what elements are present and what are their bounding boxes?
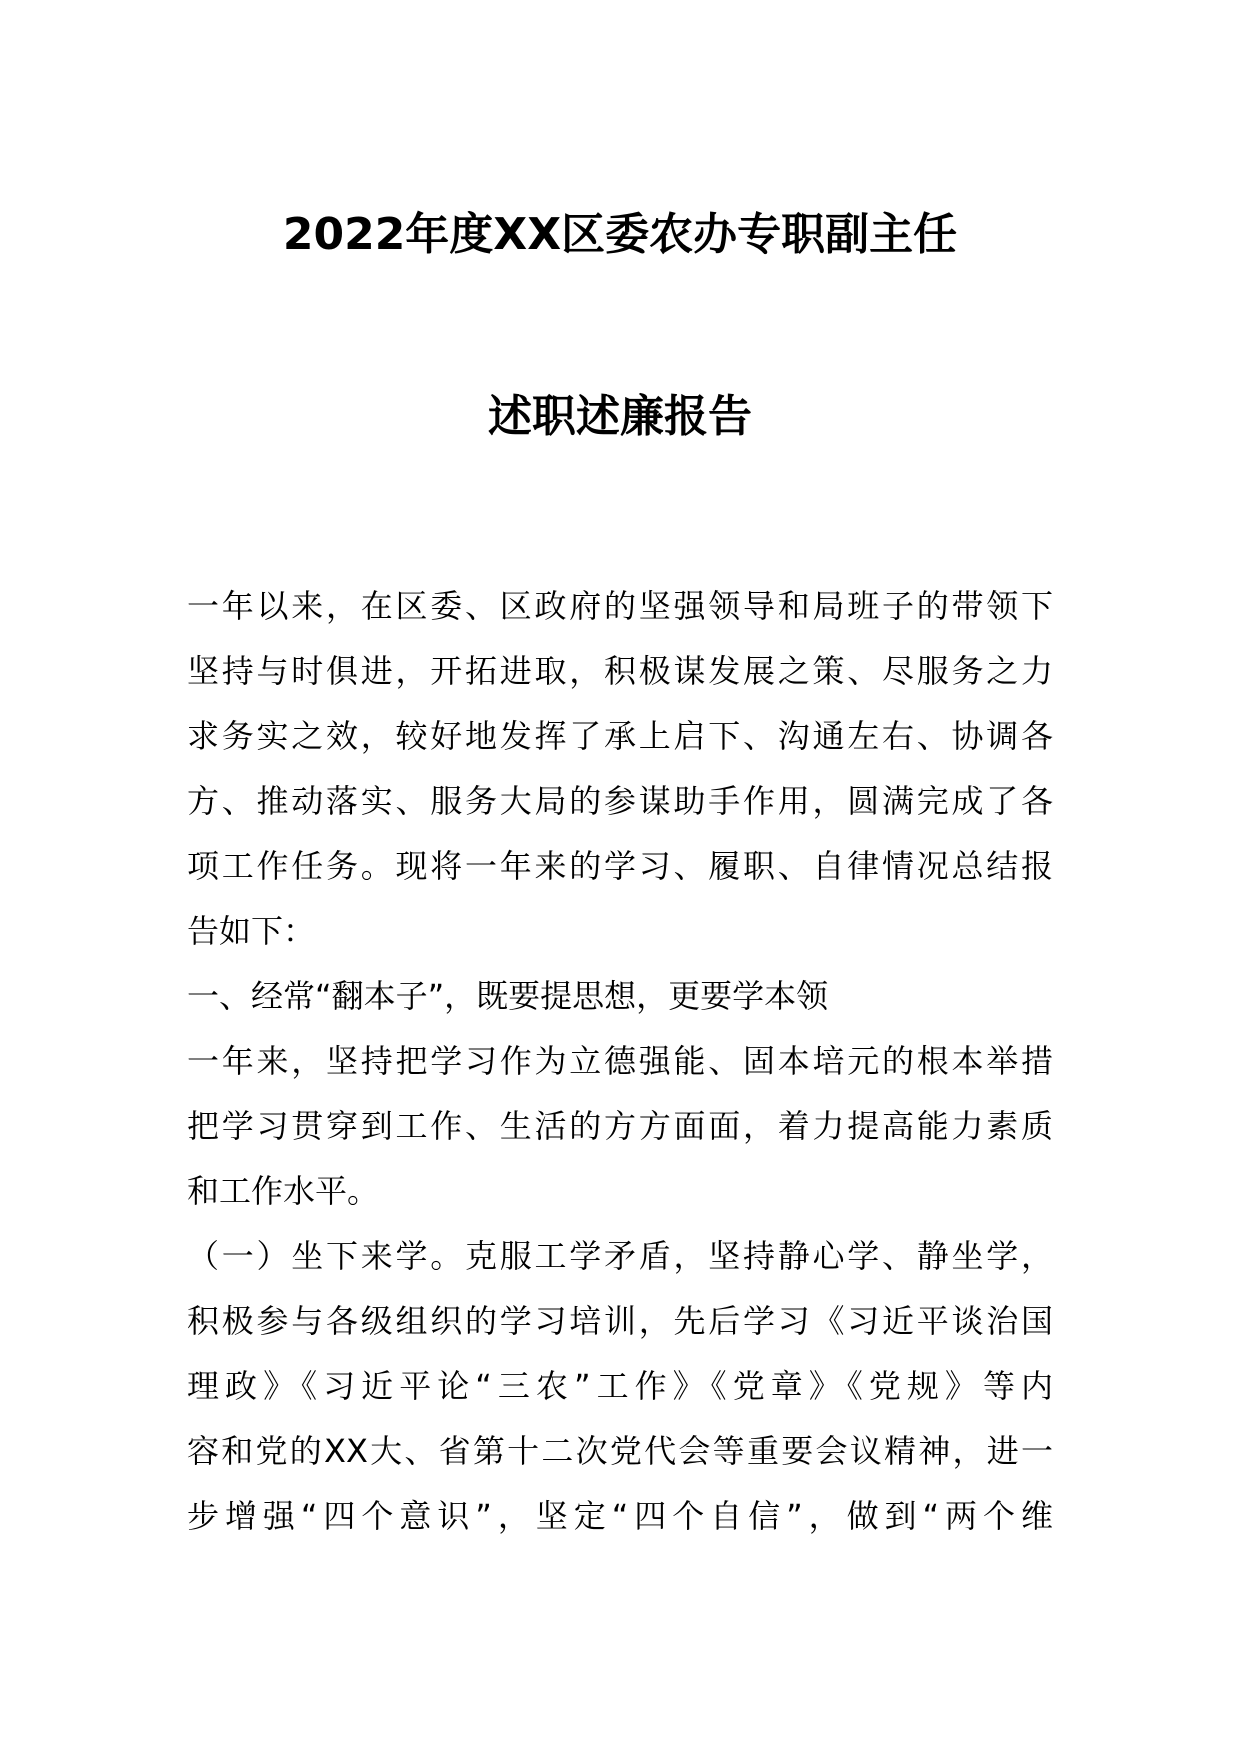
text-line: 步增强“四个意识”，坚定“四个自信”，做到“两个维 — [187, 1497, 1053, 1535]
text-line: 告如下： — [187, 912, 316, 950]
text-line: 理政》《习近平论“三农”工作》《党章》《党规》等内 — [187, 1367, 1053, 1405]
title-line-2: 述职述廉报告 — [488, 391, 752, 442]
text-line: 积极参与各级组织的学习培训，先后学习《习近平谈治国 — [187, 1302, 1053, 1340]
text-line: 坚持与时俱进，开拓进取，积极谋发展之策、尽服务之力 — [187, 652, 1053, 690]
text-line: 求务实之效，较好地发挥了承上启下、沟通左右、协调各 — [187, 717, 1053, 755]
subsection-line: （一）坐下来学。克服工学矛盾，坚持静心学、静坐学， — [187, 1237, 1053, 1275]
title-line-1: 2022年度XX区委农办专职副主任 — [282, 209, 958, 260]
text-line: 项工作任务。现将一年来的学习、履职、自律情况总结报 — [187, 847, 1053, 885]
text-line: 和工作水平。 — [187, 1172, 380, 1210]
section-heading: 一、经常“翻本子”，既要提思想，更要学本领 — [187, 977, 829, 1015]
text-line: 一年来，坚持把学习作为立德强能、固本培元的根本举措 — [187, 1042, 1053, 1080]
text-line: 方、推动落实、服务大局的参谋助手作用，圆满完成了各 — [187, 782, 1053, 820]
text-line: 把学习贯穿到工作、生活的方方面面，着力提高能力素质 — [187, 1107, 1053, 1145]
text-line: 容和党的XX大、省第十二次党代会等重要会议精神，进一 — [187, 1432, 1053, 1470]
text-line: 一年以来，在区委、区政府的坚强领导和局班子的带领下 — [187, 587, 1053, 625]
body-text — [187, 574, 1053, 1549]
